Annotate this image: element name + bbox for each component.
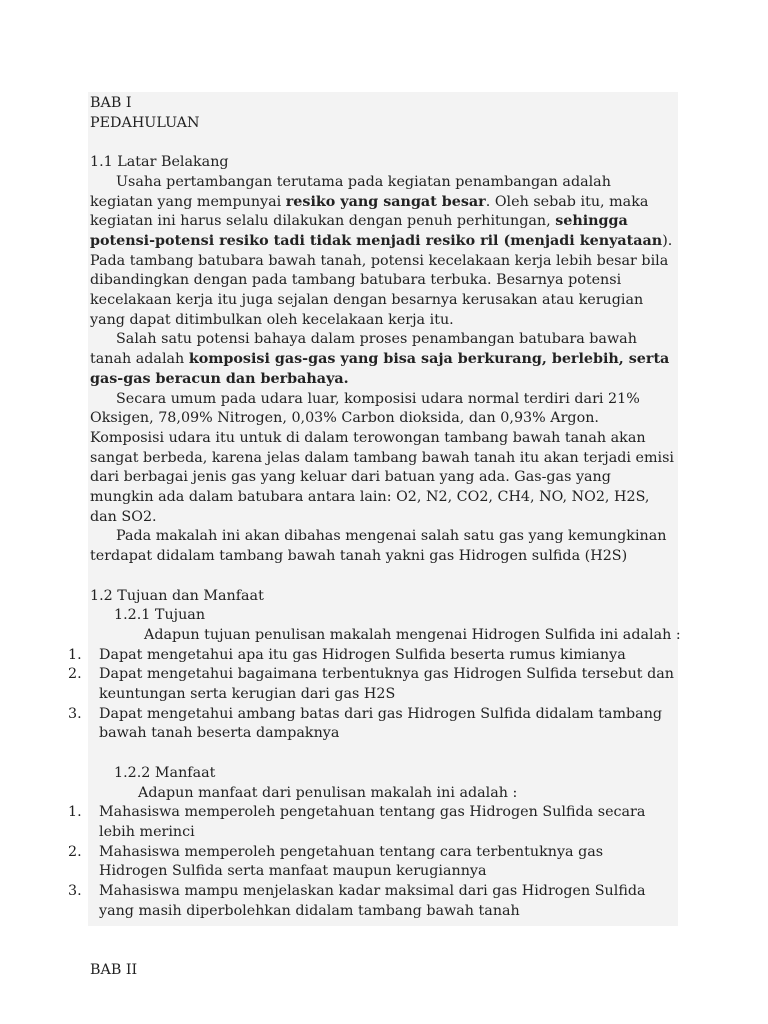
list-item [68,705,676,744]
list-number: 2. [68,666,82,683]
list-item-text: Mahasiswa memperoleh pengetahuan tentang gas Hidrogen Sulfida secara lebih merinci [99,804,646,840]
chapter-label: BAB I [90,95,132,111]
list-item-text: Mahasiswa memperoleh pengetahuan tentang cara terbentuknya gas Hidrogen Sulfida serta manfaat maupun kerugiannya [99,843,604,880]
list-item [68,803,676,842]
subsection-title-tujuan: 1.2.1 Tujuan [114,607,206,624]
paragraph [90,173,676,331]
tujuan-lead: Adapun tujuan penulisan makalah mengenai Hidrogen Sulfida ini adalah : [144,626,681,643]
text-run: ). Pada tambang batubara bawah tanah, potensi kecelakaan kerja lebih besar bila dibandingkan dengan pada tambang batubara terbuka. Besarnya potensi kecelakaan kerja itu juga sejalan dengan besarnya kerusakan atau kerugian yang dapat ditimbulkan oleh kecelakaan kerja itu. [90,232,673,328]
list-number: 1. [68,646,82,663]
manfaat-list [68,803,676,921]
subsection-title-manfaat: 1.2.2 Manfaat [114,764,216,781]
paragraph [90,527,676,566]
list-number: 2. [68,843,82,860]
bold-text: resiko yang sangat besar [285,193,486,210]
paragraph [90,330,676,389]
text-run: Usaha pertambangan terutama pada kegiatan penambangan adalah kegiatan yang mempunyai [90,173,611,210]
list-item [68,843,676,882]
list-item [68,646,676,666]
bold-text: sehingga potensi-potensi resiko tadi tidak menjadi resiko ril (menjadi kenyataan [90,213,663,249]
list-number: 3. [68,705,82,722]
text-run: . Oleh sebab itu, maka kegiatan ini harus selalu dilakukan dengan penuh perhitungan, [90,193,649,230]
text-run: Pada makalah ini akan dibahas mengenai salah satu gas yang kemungkinan terdapat didalam tambang bawah tanah yakni gas Hidrogen sulfida (H2S) [90,528,667,565]
text-run: Salah satu potensi bahaya dalam proses penambangan batubara bawah tanah adalah [90,331,637,368]
list-item [68,882,676,921]
next-chapter-label: BAB II [90,962,138,979]
manfaat-lead: Adapun manfaat dari penulisan makalah ini adalah : [138,784,518,801]
list-item [68,665,676,704]
list-item-text: Dapat mengetahui apa itu gas Hidrogen Sulfida beserta rumus kimianya [99,646,626,663]
list-item-text: Mahasiswa mampu menjelaskan kadar maksimal dari gas Hidrogen Sulfida yang masih diperbolehkan didalam tambang bawah tanah [99,883,646,919]
section-title-latar-belakang: 1.1 Latar Belakang [90,154,229,171]
list-item-text: Dapat mengetahui ambang batas dari gas Hidrogen Sulfida didalam tambang bawah tanah beserta dampaknya [99,705,663,742]
section-title-tujuan-manfaat: 1.2 Tujuan dan Manfaat [90,587,264,604]
list-item-text: Dapat mengetahui bagaimana terbentuknya gas Hidrogen Sulfida tersebut dan keuntungan serta kerugian dari gas H2S [99,666,674,703]
bold-text: komposisi gas-gas yang bisa saja berkurang, berlebih, serta gas-gas beracun dan berbahaya. [90,351,670,387]
list-number: 3. [68,883,82,900]
text-run: Secara umum pada udara luar, komposisi udara normal terdiri dari 21% Oksigen, 78,09% Nitrogen, 0,03% Carbon dioksida, dan 0,93% Argon. Komposisi udara itu untuk di dalam terowongan tambang bawah tanah akan sangat berbeda, karena jelas dalam tambang bawah tanah itu akan terjadi emisi dari berbagai jenis gas yang keluar dari batuan yang ada. Gas-gas yang mungkin ada dalam batubara antara lain: O2, N2, CO2, CH4, NO, NO2, H2S, dan SO2. [90,390,675,525]
tujuan-list [68,646,676,745]
chapter-title: PEDAHULUAN [90,114,200,131]
paragraph [90,390,676,528]
list-number: 1. [68,804,82,821]
document-page [68,94,681,981]
